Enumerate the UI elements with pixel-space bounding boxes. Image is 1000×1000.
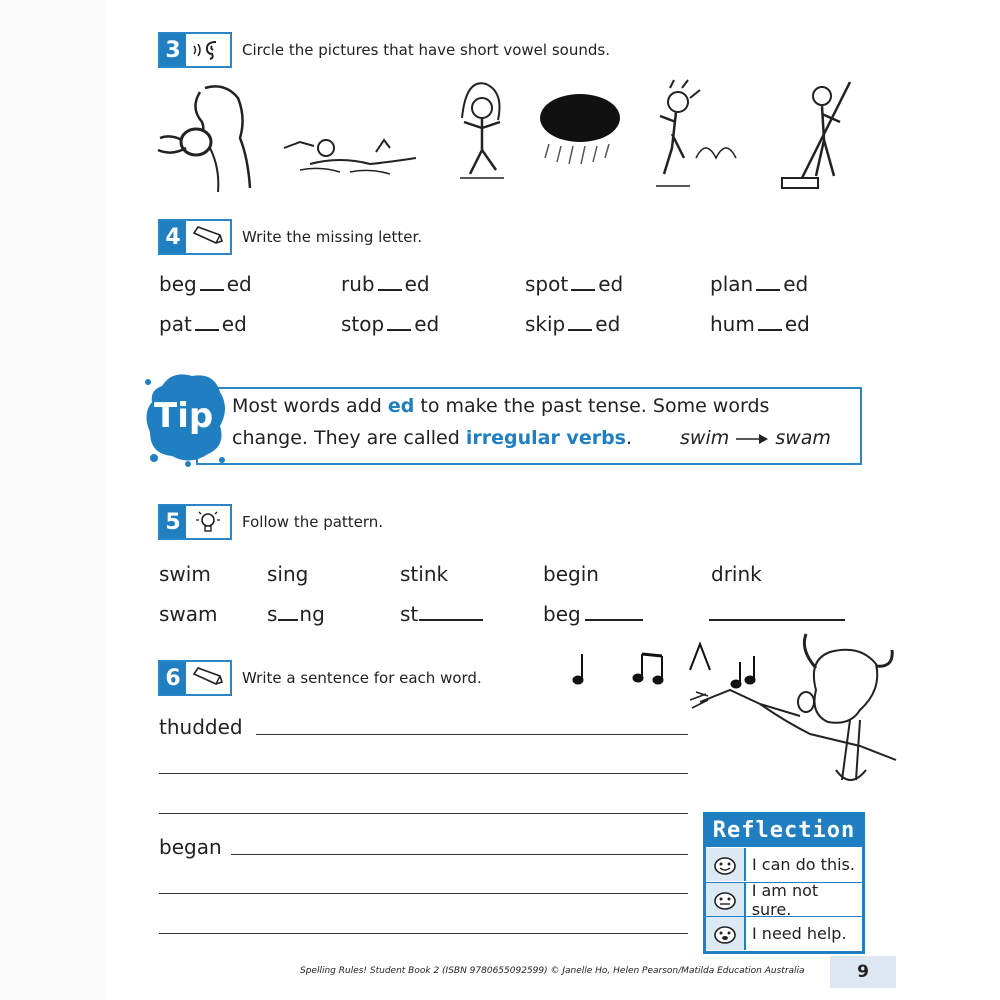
pattern-word: begin: [543, 562, 599, 586]
pattern-word: sing: [267, 562, 309, 586]
pattern-answer: swam: [159, 602, 218, 626]
letter-blank[interactable]: [200, 273, 224, 291]
pattern-answer: [709, 602, 845, 626]
missing-letter-item: pat ed: [159, 312, 247, 336]
activity-instruction: Circle the pictures that have short vowel sounds.: [242, 41, 610, 59]
hopping-picture[interactable]: [650, 78, 760, 200]
sweeping-picture[interactable]: [770, 78, 870, 200]
activity-instruction: Follow the pattern.: [242, 513, 384, 531]
storm-cloud-picture[interactable]: [535, 88, 625, 182]
activity-instruction: Write the missing letter.: [242, 228, 423, 246]
letter-blank[interactable]: [568, 313, 592, 331]
swimming-picture[interactable]: [280, 118, 420, 192]
activity-3-header: [158, 33, 610, 67]
missing-letter-item: hum ed: [710, 312, 810, 336]
letter-blank[interactable]: [758, 313, 782, 331]
letter-blank[interactable]: [571, 273, 595, 291]
writing-line[interactable]: [159, 813, 688, 814]
activity-badge: [158, 219, 232, 255]
reflection-option-not-sure[interactable]: I am not sure.: [706, 882, 862, 916]
activity-4-header: [158, 220, 422, 254]
activity-instruction: Write a sentence for each word.: [242, 669, 482, 687]
singing-viking-illustration: [560, 630, 900, 810]
pattern-answer: st: [400, 602, 484, 626]
missing-letter-item: plan ed: [710, 272, 809, 296]
tip-badge: Tip: [142, 368, 228, 468]
reflection-option-can-do[interactable]: I can do this.: [706, 848, 862, 881]
writing-line[interactable]: [231, 854, 688, 855]
tip-line-1: Most words add ed to make the past tense. Some words: [232, 395, 770, 417]
skipping-picture[interactable]: [442, 78, 522, 200]
letter-blank[interactable]: [387, 313, 411, 331]
reflection-panel: [703, 812, 865, 954]
page-gutter: [0, 0, 105, 1000]
lightbulb-icon: [186, 506, 230, 538]
letter-blank[interactable]: [278, 603, 298, 621]
activity-number: 4: [160, 221, 186, 253]
word-blank[interactable]: [585, 603, 643, 621]
missing-letter-item: skip ed: [525, 312, 621, 336]
arrow-icon: [735, 433, 769, 445]
activity-badge: [158, 504, 232, 540]
pencil-icon: [186, 662, 230, 694]
page-number: 9: [830, 956, 896, 988]
letter-blank[interactable]: [195, 313, 219, 331]
happy-face-icon: [706, 848, 746, 881]
letter-blank[interactable]: [378, 273, 402, 291]
neutral-face-icon: [706, 883, 746, 916]
activity-badge: [158, 660, 232, 696]
writing-line[interactable]: [159, 933, 688, 934]
tip-example: swim swam: [680, 427, 831, 449]
missing-letter-item: stop ed: [341, 312, 440, 336]
pencil-icon: [186, 221, 230, 253]
writing-line[interactable]: [159, 773, 688, 774]
pattern-word: stink: [400, 562, 449, 586]
activity-number: 3: [160, 34, 186, 66]
pattern-word: swim: [159, 562, 211, 586]
worried-face-icon: [706, 917, 746, 950]
ear-icon: [186, 34, 230, 66]
missing-letter-item: spot ed: [525, 272, 624, 296]
writing-line[interactable]: [159, 893, 688, 894]
activity-number: 5: [160, 506, 186, 538]
picture-row: [150, 78, 870, 196]
writing-line[interactable]: [256, 734, 688, 735]
word-blank[interactable]: [709, 603, 845, 621]
sentence-word-2: began: [159, 835, 222, 859]
tip-line-2: change. They are called irregular verbs.: [232, 427, 633, 449]
activity-5-header: [158, 505, 383, 539]
pattern-answer: beg: [543, 602, 647, 626]
pattern-word: drink: [711, 562, 762, 586]
blowing-bubble-picture[interactable]: [150, 78, 260, 200]
missing-letter-item: beg ed: [159, 272, 252, 296]
activity-6-header: [158, 661, 482, 695]
letter-blank[interactable]: [756, 273, 780, 291]
missing-letter-item: rub ed: [341, 272, 430, 296]
word-blank[interactable]: [419, 603, 483, 621]
footer-credit: Spelling Rules! Student Book 2 (ISBN 9780655092599) © Janelle Ho, Helen Pearson/Matilda Education Australia: [300, 966, 805, 976]
reflection-title: Reflection: [706, 815, 862, 847]
activity-number: 6: [160, 662, 186, 694]
sentence-word-1: thudded: [159, 715, 243, 739]
reflection-option-need-help[interactable]: I need help.: [706, 916, 862, 950]
pattern-answer: s ng: [267, 602, 325, 626]
activity-badge: [158, 32, 232, 68]
